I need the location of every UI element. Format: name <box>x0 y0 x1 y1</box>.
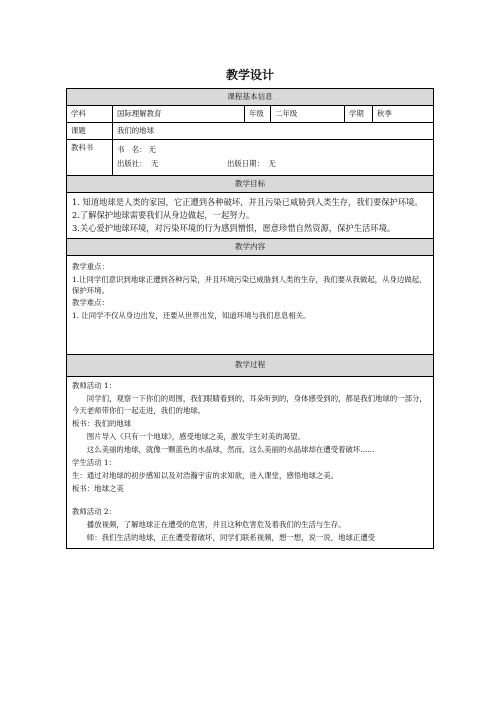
goal-item: 2.了解保护地球需要我们从身边做起，一起努力。 <box>72 209 255 220</box>
subject-row <box>67 106 433 123</box>
textbook-label: 教科书 <box>67 140 113 175</box>
goal-item: 1. 知道地球是人类的家园，它正遭到各种破坏，并且污染已威胁到人类生存，我们要保护环境。 <box>72 197 423 207</box>
teacher-activity-1-label: 教师活动 1： <box>72 380 117 390</box>
pub-date-label: 出版日期： <box>227 159 264 169</box>
key-point-text: 1.让同学们意识到地球正遭到各种污染，并且环境污染已威胁到人类的生存，我们要从我做起，从身边做起，保护环境。 <box>72 274 427 296</box>
section-header-content: 教学内容 <box>67 239 433 256</box>
board-note-1: 板书：我们的地球 <box>72 419 132 429</box>
teacher-activity-2-label: 教师活动 2： <box>72 507 117 517</box>
student-activity-1-text: 生：通过对地球的初步感知以及对浩瀚宇宙的求知欲，进入课堂，感悟地球之美。 <box>72 471 339 481</box>
content-body <box>67 256 433 354</box>
topic-row <box>67 123 433 140</box>
subject-label: 学科 <box>67 106 113 122</box>
book-name-value: 无 <box>148 145 156 155</box>
grade-label: 年级 <box>245 106 271 122</box>
section-header-process: 教学过程 <box>67 355 433 377</box>
difficulty-text: 1. 让同学不仅从身边出发，还要从世界出发，知道环境与我们息息相关。 <box>72 310 311 320</box>
teacher-activity-2-question: 师：我们生活的地球，正在遭受着破坏，同学们联系视频，想一想，说一说，地球正遭受 <box>86 533 376 543</box>
grade-value: 二年级 <box>271 106 345 122</box>
difficulty-label: 教学难点： <box>72 297 109 307</box>
content-row <box>67 256 433 355</box>
textbook-row <box>67 140 433 176</box>
lesson-plan-table <box>66 88 434 549</box>
subject-value: 国际理解教育 <box>113 106 245 122</box>
topic-label: 课题 <box>67 123 113 139</box>
student-activity-1-label: 学生活动 1： <box>72 458 117 468</box>
goals-row <box>67 193 433 239</box>
process-row <box>67 377 433 549</box>
key-point-label: 教学重点： <box>72 261 109 271</box>
teacher-activity-1-transition: 这么美丽的地球，就像一颗蓝色的水晶球，然而，这么美丽的水晶球却在遭受着破坏...... <box>86 445 375 455</box>
section-header-goals: 教学目标 <box>67 176 433 193</box>
process-body <box>67 377 433 548</box>
publisher-value: 无 <box>150 159 159 169</box>
section-header-basic-info: 课程基本信息 <box>67 89 433 106</box>
goal-item: 3.关心爱护地球环境，对污染环境的行为感到憎恨，愿意珍惜自然资源，保护生活环境。 <box>72 222 396 233</box>
textbook-details <box>113 140 433 175</box>
term-label: 学期 <box>345 106 373 122</box>
book-name-label: 书 名： <box>117 145 147 155</box>
topic-value: 我们的地球 <box>117 126 154 136</box>
term-value: 秋季 <box>377 109 392 119</box>
teacher-activity-1-text: 同学们，观察一下你们的周围，我们眼睛看到的，耳朵听到的，身体感受到的，都是我们地球的一部分，今天老师带你们一起走进，我们的地球。 <box>72 393 427 416</box>
teacher-activity-2-video: 播放视频，了解地球正在遭受的危害，并且这种危害危及着我们的生活与生存。 <box>86 520 346 530</box>
goals-list <box>67 193 433 238</box>
page-title: 教学设计 <box>225 68 274 82</box>
publisher-label: 出版社： <box>117 159 147 169</box>
board-note-2: 板书：地球之美 <box>72 484 124 494</box>
pub-date-value: 无 <box>268 159 276 169</box>
spacer <box>72 496 428 506</box>
teacher-activity-1-image-intro: 图片导入《只有一个地球》，感受地球之美，激发学生对美的渴望。 <box>86 432 305 442</box>
